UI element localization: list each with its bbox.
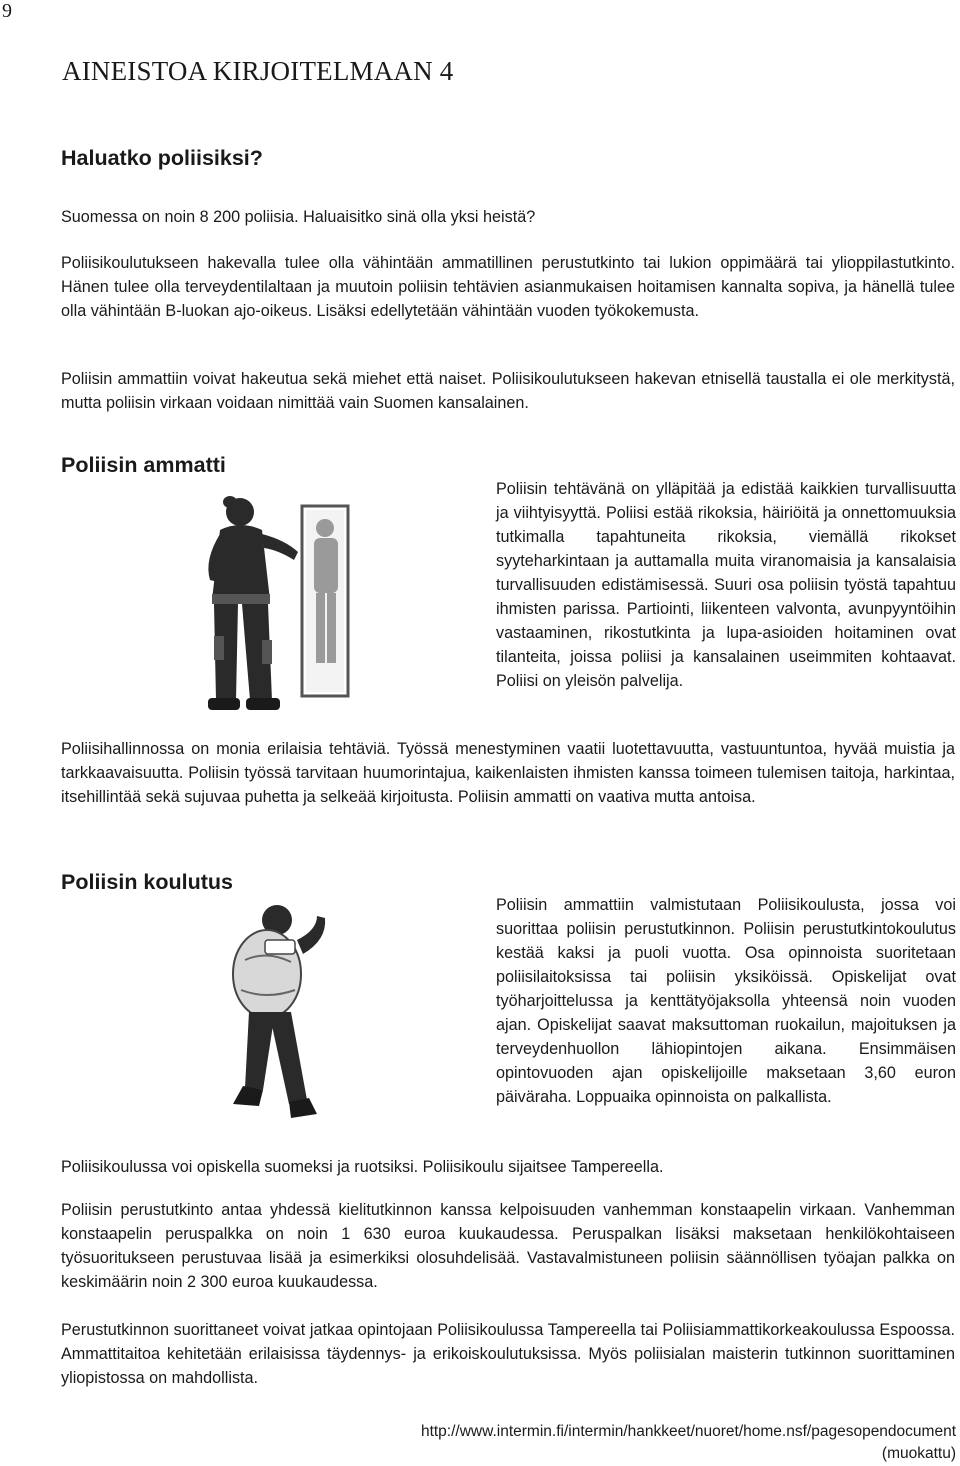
paragraph-further-studies: Perustutkinnon suorittaneet voivat jatkaa opintojaan Poliisikoulussa Tampereella tai Poliisiammattikorkeakoulussa Espoossa. Ammattitaitoa kehitetään erilaisissa täydennys- ja erikoiskoulutuksissa. Myös poliisialan maisterin tutkinnon suorittaminen yliopistossa on mahdollista. (61, 1321, 955, 1387)
source-url[interactable]: http://www.intermin.fi/intermin/hankkeet/nuoret/home.nsf/pagesopendocument (420, 1423, 956, 1440)
paragraph-eligibility: Poliisin ammattiin voivat hakeutua sekä miehet että naiset. Poliisikoulutukseen hakevan etnisellä taustalla ei ole merkitystä, mutta poliisin virkaan voidaan nimittää vain Suomen kansalainen. (61, 370, 955, 412)
heading-haluatko: Haluatko poliisiksi? (61, 146, 263, 170)
paragraph-salary: Poliisin perustutkinto antaa yhdessä kielitutkinnon kanssa kelpoisuuden vanhemman konstaapelin virkaan. Vanhemman konstaapelin peruspalkka on noin 1 630 euroa kuukaudessa. Peruspalkan lisäksi maksetaan henkilökohtaiseen työsuoritukseen perustuvaa lisää ja esimerkiksi olosuhdelisää. Vastavalmistuneen poliisin säännöllisen työajan palkka on keskimäärin noin 2 300 euroa kuukaudessa. (61, 1201, 955, 1291)
paragraph-training: Poliisin ammattiin valmistutaan Poliisikoulusta, jossa voi suorittaa poliisin perustutkinnon. Poliisin perustutkintokoulutus kestää kaksi ja puoli vuotta. Osa opinnoista suoritetaan poliisilaitoksissa tai poliisin yksiköissä. Opiskelijat ovat työharjoittelussa ja kenttätyöjaksolla yhteensä noin vuoden ajan. Opiskelijat saavat maksuttoman ruokailun, majoituksen ja terveydenhuollon lähiopintojen aikana. Ensimmäisen opintovuoden ajan opiskelijoille maksetaan 3,60 euron päiväraha. Loppuaika opinnoista on palkallista. (496, 896, 956, 1106)
heading-poliisin-koulutus: Poliisin koulutus (61, 870, 234, 894)
source-citation (421, 1421, 956, 1465)
paragraph-intro: Suomessa on noin 8 200 poliisia. Haluaisitko sinä olla yksi heistä? (61, 208, 536, 226)
paragraph-police-qualities: Poliisihallinnossa on monia erilaisia tehtäviä. Työssä menestyminen vaatii luotettavuutta, vastuuntuntoa, hyvää muistia ja tarkkaavaisuutta. Poliisin työssä tarvitaan huumorintajua, kaikenlaisten ihmisten kanssa toimeen tulemisen taitoja, harkintaa, itsehillintää sekä sujuvaa puhetta ja selkeää kirjoitusta. Poliisin ammatti on vaativa mutta antoisa. (61, 740, 955, 806)
police-student-backpack-illustration (205, 900, 355, 1150)
paragraph-languages: Poliisikoulussa voi opiskella suomeksi ja ruotsiksi. Poliisikoulu sijaitsee Tampereella. (61, 1158, 664, 1176)
source-note: (muokattu) (881, 1445, 956, 1462)
heading-poliisin-ammatti: Poliisin ammatti (61, 453, 226, 477)
paragraph-police-duties: Poliisin tehtävänä on ylläpitää ja edistää kaikkien turvallisuutta ja viihtyisyyttä. Poliisi estää rikoksia, häiriöitä ja onnettomuuksia tutkimalla tapahtuneita rikoksia, viemällä rikokset syyteharkintaan ja auttamalla muita viranomaisia ja kansalaisia turvallisuuden edistämisessä. Suuri osa poliisin työstä tapahtuu ihmisten parissa. Partiointi, liikenteen valvonta, avunpyyntöihin vastaaminen, rikostutkinta ja lupa-asioiden hoitaminen ovat tilanteita, joissa poliisi ja kansalainen useimmiten kohtaavat. Poliisi on yleisön palvelija. (496, 480, 956, 690)
police-officer-mirror-illustration (190, 490, 390, 720)
paragraph-requirements: Poliisikoulutukseen hakevalla tulee olla vähintään ammatillinen perustutkinto tai lukion oppimäärä tai ylioppilastutkinto. Hänen tulee olla terveydentilaltaan ja muutoin poliisin tehtävien asianmukaisen hoitamisen kannalta sopiva, ja hänellä tulee olla vähintään B-luokan ajo-oikeus. Lisäksi edellytetään vähintään vuoden työkokemusta. (61, 254, 955, 320)
document-title: AINEISTOA KIRJOITELMAAN 4 (62, 56, 454, 86)
page-number: 9 (2, 0, 12, 22)
